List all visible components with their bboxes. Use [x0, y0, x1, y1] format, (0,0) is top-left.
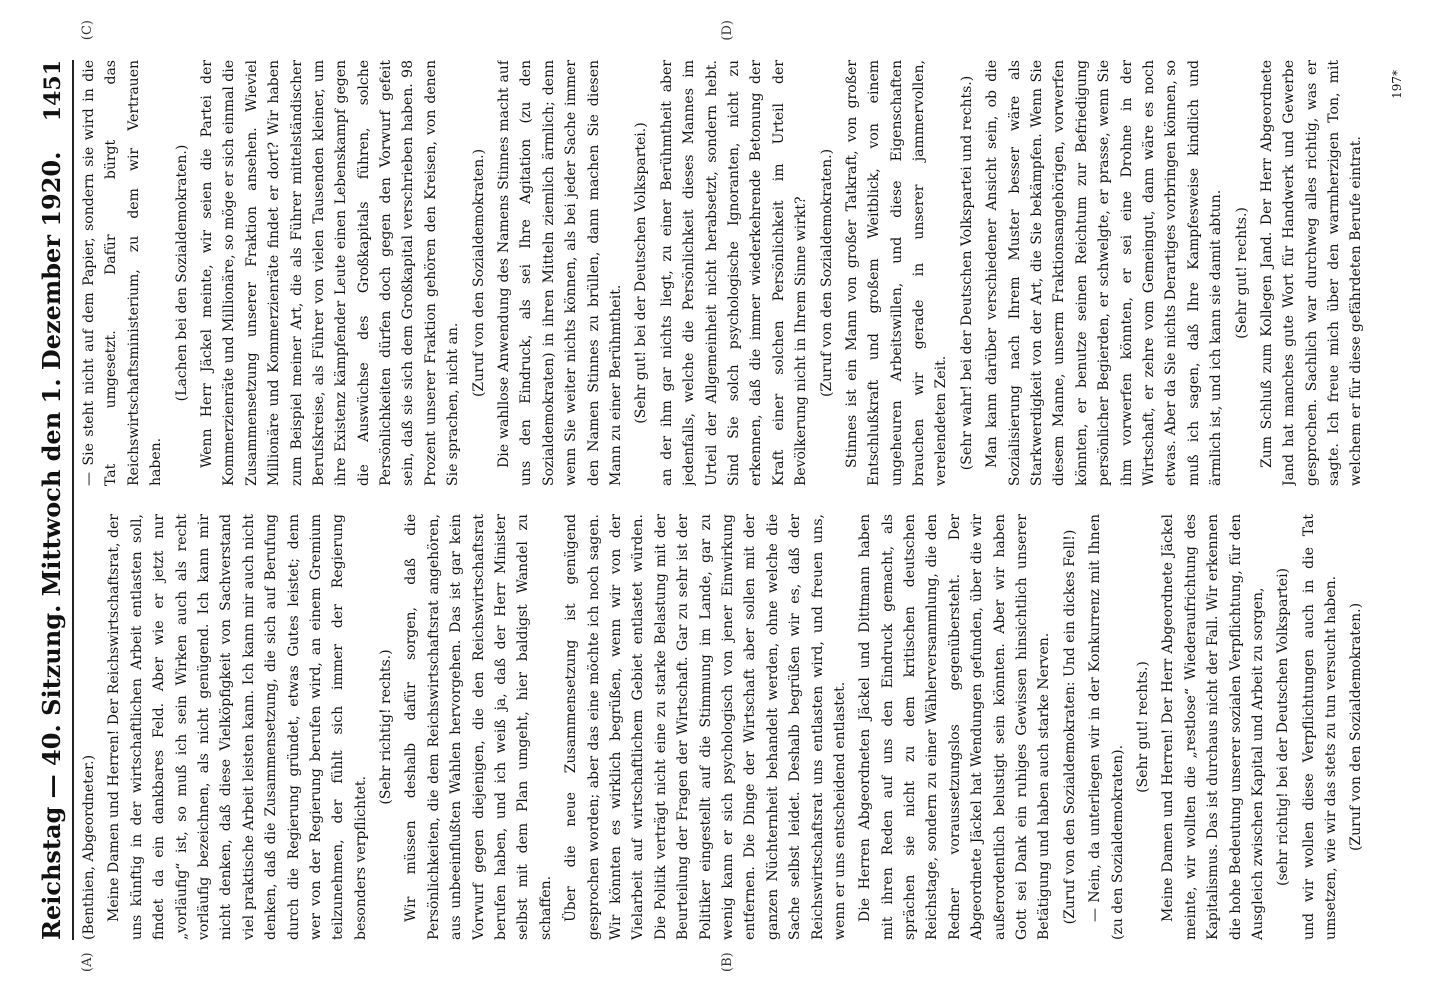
running-head [26, 60, 74, 940]
paragraph: — Sie steht nicht auf dem Papier, sondern sie wird in die Tat umgesetzt. Dafür bürgt das Reichswirtschaftsministerium, zu dem wir Vertrauen haben. [81, 60, 165, 486]
margin-marker-d: (D) [720, 20, 735, 41]
paragraph: — Nein, da unterliegen wir in der Konkurrenz mit Ihnen (zu den Sozialdemokraten). [1087, 514, 1126, 940]
interjection: (Zuruf von den Sozialdemokraten.) [470, 148, 487, 398]
interjection: (Zuruf von den Sozialdemokraten.) [818, 148, 835, 398]
sheet-signature: 197* [1390, 70, 1404, 99]
interjection: (sehr richtig! bei der Deutschen Volkspartei) [1275, 567, 1292, 887]
margin-marker-a: (A) [80, 952, 95, 972]
interjection: (Zuruf von den Sozialdemokraten.) [1348, 602, 1365, 852]
interjection: (Sehr gut! rechts.) [1134, 661, 1151, 793]
left-column [78, 514, 1374, 940]
paragraph: und wir wollen diese Verpflichtungen auch in die Tat umsetzen, wie wir das stets zu tun versucht haben. [1300, 514, 1340, 940]
paragraph: Meine Damen und Herren! Der Reichswirtschaftsrat, der uns künftig in der wirtschaftlichen Arbeit entlasten soll, findet da ein dankbares Feld. Aber wie er jetzt nur „vorläufig“ ist, so muß ich sein Wirken auch als recht vorläufig bezeichnen, als nicht genügend. Ich kann mir nicht denken, daß diese Vielköpfigkeit von Sachverstand viel praktische Arbeit leisten kann. Ich kann mir auch nicht denken, daß die Zusammensetzung, die sich auf Berufung durch die Regierung gründet, etwas Gutes leistet; denn wer von der Regierung berufen wird, an einem Gremium teilzunehmen, der fühlt sich immer der Regierung besonders verpflichtet. [106, 514, 369, 940]
page-title: Reichstag — 40. Sitzung. Mittwoch den 1. Dezember 1920. [37, 151, 66, 940]
interjection: (Zuruf von den Sozialdemokraten: Und ein dickes Fell!) [1061, 529, 1078, 925]
paragraph: Wir müssen deshalb dafür sorgen, daß die Persönlichkeiten, die dem Reichswirtschaftsrat angehören, aus unbeeinflußten Wahlen hervorgehen. Das ist gar kein Vorwurf gegen diejenigen, die den Reichswirtschaftsrat berufen haben, und ich weiß ja, daß der Herr Minister selbst mit dem Plan umgeht, hier baldigst Wandel zu schaffen. [403, 514, 554, 940]
paragraph [1371, 60, 1374, 486]
paragraph: Man kann darüber verschiedener Ansicht sein, ob die Sozialisierung nach Ihrem Muster besser wäre als Starkwerdigkeit von der Art, die Sie bekämpfen. Wenn Sie diesem Manne, unserm Fraktionsangehörigen, vorwerfen könnten, er benutze seinen Reichtum zur Befriedigung persönlicher Begierden, er schwelgte, er prasse, wenn Sie ihm vorwerfen könnten, er sei eine Drohne in der Wirtschaft, er zehre vom Gemeingut, dann wäre es noch etwas. Aber da Sie nichts Derartiges vorbringen können, so muß ich sagen, daß Ihre Kampfesweise kindlich und ärmlich ist, und ich kann sie damit abtun. [984, 60, 1225, 486]
paragraph: an der ihm gar nichts liegt, zu einer Berühmtheit aber jedenfalls, welche die Persönlichkeit dieses Mannes im Urteil der Allgemeinheit nicht herabsetzt, sondern hebt. Sind Sie solch psychologische Ignoranten, nicht zu erkennen, daß die immer wiederkehrende Betonung der Kraft einer solchen Persönlichkeit im Urteil der Bevölkerung nicht in Ihrem Sinne wirkt? [658, 60, 810, 486]
interjection: (Sehr wahr! bei der Deutschen Volkspartei und rechts.) [958, 75, 975, 471]
right-column [78, 60, 1374, 486]
interjection: (Sehr gut! bei der Deutschen Volkspartei.) [633, 122, 650, 424]
paragraph: Wenn Herr Jäckel meinte, wir seien die Partei der Kommerzienräte und Millionäre, so möge er sich einmal die Zusammensetzung unserer Fraktion ansehen. Wieviel Millionäre und Kommerzienräte findet er dort? Wir haben zum Beispiel meiner Art, die als Führer mittelständischer Berufskreise, als Führer von vielen Tausenden kleiner, um ihre Existenz kämpfender Leute einen Lebenskampf gegen die Auswüchse des Großkapitals führen, solche Persönlichkeiten dürfen doch gegen den Vorwurf gefeit sein, daß sie sich dem Großkapital verschrieben haben. 98 Prozent unserer Fraktion gehören den Kreisen, von denen Sie sprachen, nicht an. [198, 60, 462, 486]
paragraph: Die wahllose Anwendung des Namens Stinnes macht auf uns den Eindruck, als sei Ihre Agitation (zu den Sozialdemokraten) in ihren Mitteln ziemlich ärmlich; denn wenn Sie weiter nichts können, als bei jeder Sache immer den Namen Stinnes zu brüllen, dann machen Sie diesen Mann zu einer Berühmtheit. [496, 60, 624, 486]
interjection: (Sehr gut! rechts.) [1233, 207, 1250, 339]
margin-marker-b: (B) [720, 952, 735, 972]
paragraph: Zum Schluß zum Kollegen Jand. Der Herr Abgeordnete Jand hat manches gute Wort für Handwerk und Gewerbe gesprochen. Sachlich war durchweg alles richtig, was er sagte. Ich freue mich über den warmherzigen Ton, mit welchem er für diese gefährdeten Berufe eintrat. [1258, 60, 1365, 486]
page-number: 1451 [40, 60, 66, 122]
paragraph: Die Herren Abgeordneten Jäckel und Dittmann haben mit ihren Reden auf uns den Eindruck gemacht, als sprächen sie nicht zu dem kritischen deutschen Reichstage, sondern zu einer Wählerversammlung, die den Redner voraussetzungslos gegenübersteht. Der Abgeordnete Jäckel hat Wendungen gefunden, über die wir außerordentlich belustigt sein könnten. Aber wir haben Gott sei Dank ein ruhiges Gewissen hinsichtlich unserer Betätigung und haben auch starke Nerven. [857, 514, 1053, 940]
paragraph: (Benthien, Abgeordneter.) [81, 754, 97, 940]
paragraph: Meine Damen und Herren! Der Herr Abgeordnete Jäckel meinte, wir wollten die „restlose“ Wiederaufrichtung des Kapitalismus. Das ist durchaus nicht der Fall. Wir erkennen die hohe Bedeutung unserer sozialen Verpflichtung, für den Ausgleich zwischen Kapital und Arbeit zu sorgen, [1160, 514, 1266, 940]
text-columns [78, 60, 1374, 940]
margin-marker-c: (C) [80, 20, 95, 41]
interjection: (Lachen bei den Sozialdemokraten.) [173, 144, 190, 402]
interjection: (Sehr richtig! rechts.) [378, 649, 395, 805]
paragraph: Über die neue Zusammensetzung ist genügend gesprochen worden; aber das eine möchte ich noch sagen. Wir könnten es wirklich begrüßen, wenn wir von der Vielarbeit auf wirtschaftlichem Gebiet entlastet würden. Die Politik verträgt nicht eine zu starke Belastung mit der Beurteilung der Fragen der Wirtschaft. Gar zu sehr ist der Politiker eingestellt auf die Stimmung im Lande, gar zu wenig kann er sich psychologisch von jener Einwirkung entfernen. Die Dinge der Wirtschaft aber sollen mit der ganzen Nüchternheit behandelt werden, ohne welche die Sache selbst leidet. Deshalb begrüßen wir es, daß der Reichswirtschaftsrat uns entlasten wird, und freuen uns, wenn er uns entscheidend entlastet. [563, 514, 848, 940]
paragraph [1371, 514, 1374, 940]
paragraph: Stinnes ist ein Mann von großer Tatkraft, von großer Entschlußkraft und großem Weitblick, von einem ungeheuren Arbeitswillen, und diese Eigenschaften brauchen wir gerade in unserer jammervollen, verelendeten Zeit. [843, 60, 950, 486]
